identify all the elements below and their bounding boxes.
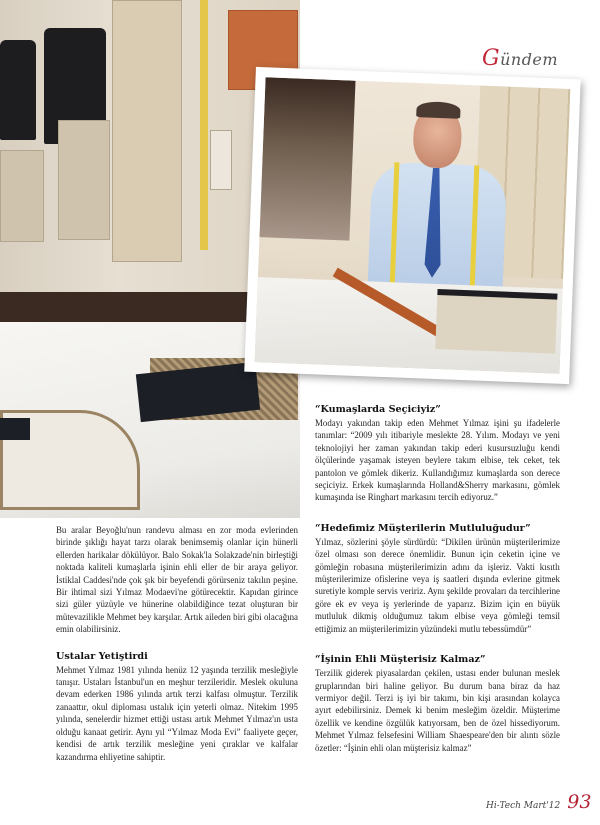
tailor-photo xyxy=(255,77,571,373)
section-tag xyxy=(482,46,558,71)
body-paragraph: Yılmaz, sözlerini şöyle sürdürdü: “Dikilen ürünün müşterilerimize özel olması son derece önemlidir. Bunun için ceketin içine ve gömleğin robasına müşterilerimizin adını da işleriz. Vakti kısıtlı müşterilerimize ofislerine veya iş saatleri dışında evlerine gitmek suretiyle komple servis veririz. Aynı şekilde provaları da tercihlerine göre ek ev veya iş yerlerinde de yaparız. Bizim için en büyük mutluluk dikmiş olduğumuz takım elbise veya gömleği temsil ettiğimiz an müşterilerimizin yüzündeki mutlu tebessümdür” xyxy=(315,536,560,634)
body-paragraph: Modayı yakından takip eden Mehmet Yılmaz işini şu ifadelerle tanımlar: “2009 yılı itibariyle meslekte 28. Yılım. Modayı ve yeni teknolojiyi her zaman yakından takip ederi kusursuzluğu kendi ölçülerinde yaşamak isteyen beylere takım elbise, tek ceket, tek pantolon ve gömlek dikeriz. Kullandığımız kumaşlarda son derece seçiciyiz. Erkek kumaşlarında Holland&Sherry markasını, gömlek kumaşında ise Ringhart markasını tercih ediyoruz.” xyxy=(315,418,560,503)
subheading: Ustalar Yetiştirdi xyxy=(56,650,148,662)
paper-pattern xyxy=(0,150,44,242)
measuring-tape xyxy=(200,0,208,250)
fabric-black-piece xyxy=(0,418,30,440)
magazine-issue: Hi-Tech Mart'12 xyxy=(486,801,561,811)
page-footer xyxy=(486,791,591,813)
paper-pattern xyxy=(58,120,110,240)
subheading: “İşinin Ehli Müşterisiz Kalmaz” xyxy=(315,654,486,666)
paper-pattern xyxy=(210,130,232,190)
garment-bag-left xyxy=(0,40,36,140)
page-number: 93 xyxy=(567,791,592,813)
tailor-hair xyxy=(416,101,461,119)
photo-shelf xyxy=(259,77,355,240)
subheading: “Kumaşlarda Seçiciyiz” xyxy=(315,404,441,415)
body-paragraph: Mehmet Yılmaz 1981 yılında henüz 12 yaşında terzilik mesleğiyle tanışır. Ustaları İstanbul'un en meşhur terzileridir. Meslek okuluna devam ederken 1986 yılında artık terzi kalfası olmuştur. Terzilik zanaattır, okul diploması ustalık için yeterli olmaz. Nitekim 1995 yılında, senelerdir hizmet ettiği ustası artık Mehmet Yılmaz'ın usta olduğu kanaat getirir. Aynı yıl “Yılmaz Moda Evi” faaliyete geçer, kendisi de artık terzilik mesleğine yeni çıraklar ve kalfalar kazandırma ehliyetine sahiptir. xyxy=(56,664,298,762)
body-paragraph: Terzilik giderek piyasalardan çekilen, ustası ender bulunan meslek gruplarından biri haline geliyor. Bu durum bana biraz da haz vermiyor değil. Terzi iş iyi bir takımı, bin kişi arasından kolayca ayırt edebilirsiniz. Demek ki benim mesleğim özeldir. Müşterime özellik ve kendine özgülük katıyorsam, ben de özel hissediyorum. Mehmet Yılmaz felsefesini William Shaespeare'den bir alıntı sözle özetler: “İşinin ehli olan müşterisiz kalmaz” xyxy=(315,668,560,753)
fabric-on-table xyxy=(435,289,557,354)
right-column xyxy=(315,403,560,754)
tailor-photo-frame xyxy=(244,67,580,384)
paper-pattern xyxy=(112,0,182,262)
left-column xyxy=(56,524,298,763)
section-tag-initial: G xyxy=(482,46,501,71)
intro-paragraph: Bu aralar Beyoğlu'nun randevu alması en zor moda evlerinden birinde şıklığı hayat tarzı olarak benimsemiş olanlar için hünerli ellerden harikalar dökülüyor. Balo Sokak'la Solakzade'nin birleştiği noktada kaliteli kumaşlarla işinin ehli eller de bir araya geliyor. İstiklal Caddesi'nde çok şık bir beyefendi görürseniz takılın peşine. Bir ihtimal sizi Yılmaz Modaevi'ne götürecektir. Kapıdan girince sizi güler yüzüyle ve hünerine olabildiğince tezat oluşturan bir mütevazilikle Mehmet bey karşılar. Artık aileden biri gibi olacağına emin olabilirsiniz. xyxy=(56,525,298,635)
subheading: “Hedefimiz Müşterilerin Mutluluğudur” xyxy=(315,522,531,534)
section-tag-rest: ündem xyxy=(500,50,559,69)
